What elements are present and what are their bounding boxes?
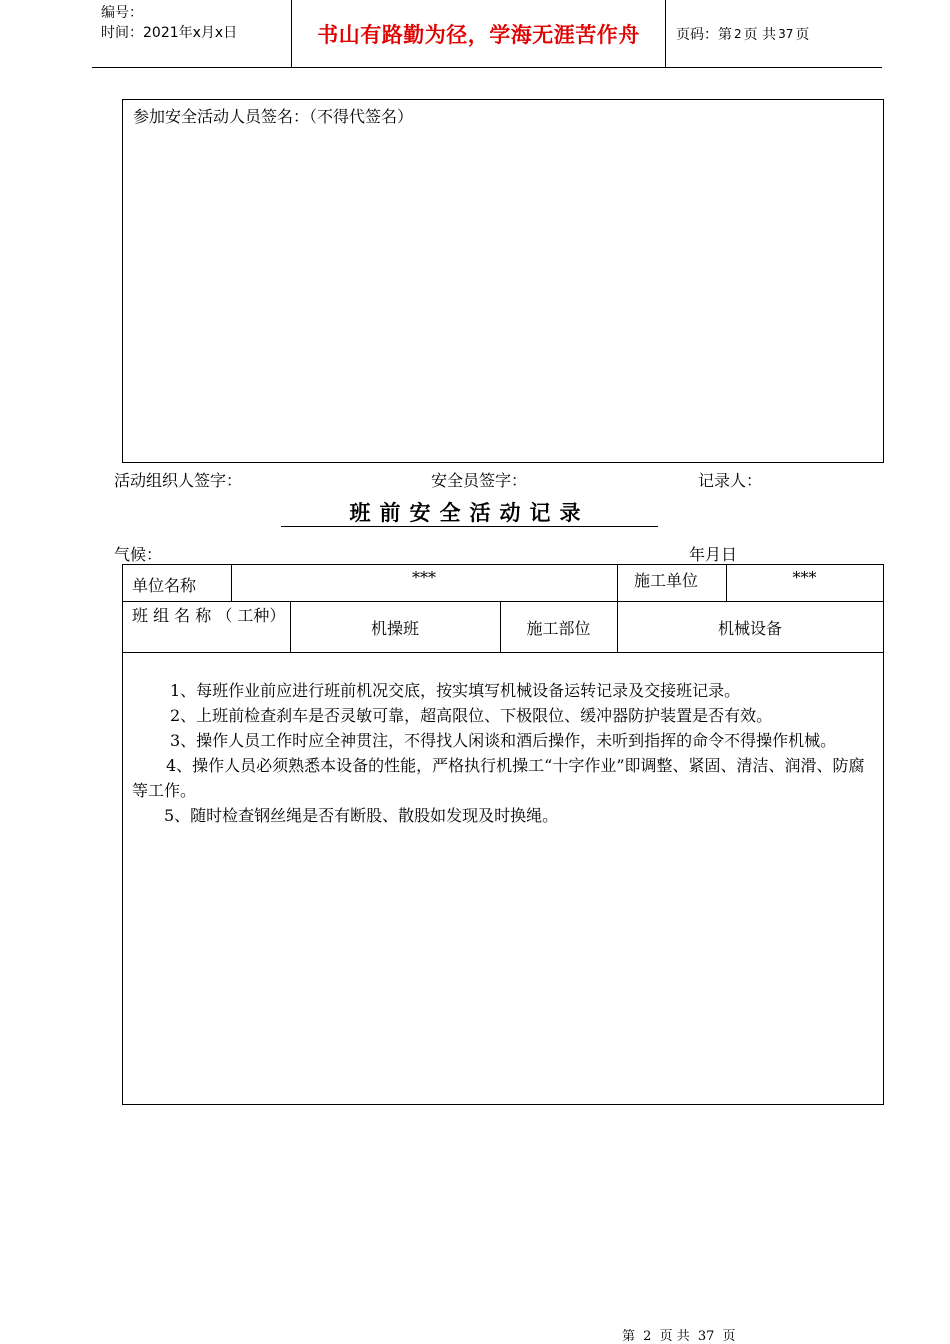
column-divider xyxy=(617,565,618,601)
instruction-item: 2、上班前检查刹车是否灵敏可靠，超高限位、下极限位、缓冲器防护装置是否有效。 xyxy=(170,706,773,725)
footer-current: 2 xyxy=(643,1329,652,1344)
page-footer xyxy=(620,1325,738,1344)
header-motto: 书山有路勤为径，学海无涯苦作舟 xyxy=(292,0,666,67)
instruction-item: 1、每班作业前应进行班前机况交底，按实填写机械设备运转记录及交接班记录。 xyxy=(170,681,741,700)
date-label: 年月日 xyxy=(689,545,738,564)
weather-label: 气候： xyxy=(114,545,163,564)
unit-name-label: 单位名称 xyxy=(132,576,197,595)
organizer-signature-label: 活动组织人签字： xyxy=(114,471,243,490)
safety-officer-signature-label: 安全员签字： xyxy=(431,471,528,490)
instruction-item: 5、随时检查钢丝绳是否有断股、散股如发现及时换绳。 xyxy=(164,806,559,825)
page-total: 37 xyxy=(778,26,794,41)
page-suffix: 页 xyxy=(795,26,810,43)
page-mid: 页 共 xyxy=(743,26,777,43)
unit-name-value: *** xyxy=(412,568,436,587)
instruction-item: 4、操作人员必须熟悉本设备的性能，严格执行机操工“十字作业”即调整、紧固、清洁、润滑、防腐等工作。 xyxy=(132,756,865,800)
page-prefix: 页码：第 xyxy=(676,26,732,43)
team-name-label: 班 组 名 称 （ 工种） xyxy=(132,606,286,625)
page-header xyxy=(92,0,882,68)
document-time-label: 时间：2021年x月x日 xyxy=(101,25,238,41)
activity-record-table xyxy=(122,564,884,1105)
construction-part-value: 机械设备 xyxy=(717,619,782,638)
participant-signature-box xyxy=(122,99,884,463)
footer-suffix: 页 xyxy=(722,1329,736,1344)
instruction-item: 3、操作人员工作时应全神贯注，不得找人闲谈和酒后操作，未听到指挥的命令不得操作机械。 xyxy=(170,731,837,750)
team-name-value: 机操班 xyxy=(370,619,419,638)
construction-unit-label: 施工单位 xyxy=(634,571,699,590)
safety-instructions xyxy=(123,652,883,1104)
record-title: 班前安全活动记录 xyxy=(349,500,590,525)
footer-mid: 页 共 xyxy=(659,1329,690,1344)
instruction-list xyxy=(132,678,875,828)
record-title-wrap xyxy=(281,500,658,527)
footer-total: 37 xyxy=(697,1329,715,1344)
footer-prefix: 第 xyxy=(622,1329,636,1344)
header-meta xyxy=(92,0,292,67)
document-number-label: 编号： xyxy=(101,5,143,21)
signature-box-label: 参加安全活动人员签名：（不得代签名） xyxy=(133,107,414,126)
row-divider xyxy=(123,601,883,602)
construction-unit-value: *** xyxy=(792,568,817,587)
construction-part-label: 施工部位 xyxy=(526,619,591,638)
recorder-label: 记录人： xyxy=(698,471,763,490)
header-page-number xyxy=(666,0,882,67)
page-current: 2 xyxy=(734,26,742,41)
